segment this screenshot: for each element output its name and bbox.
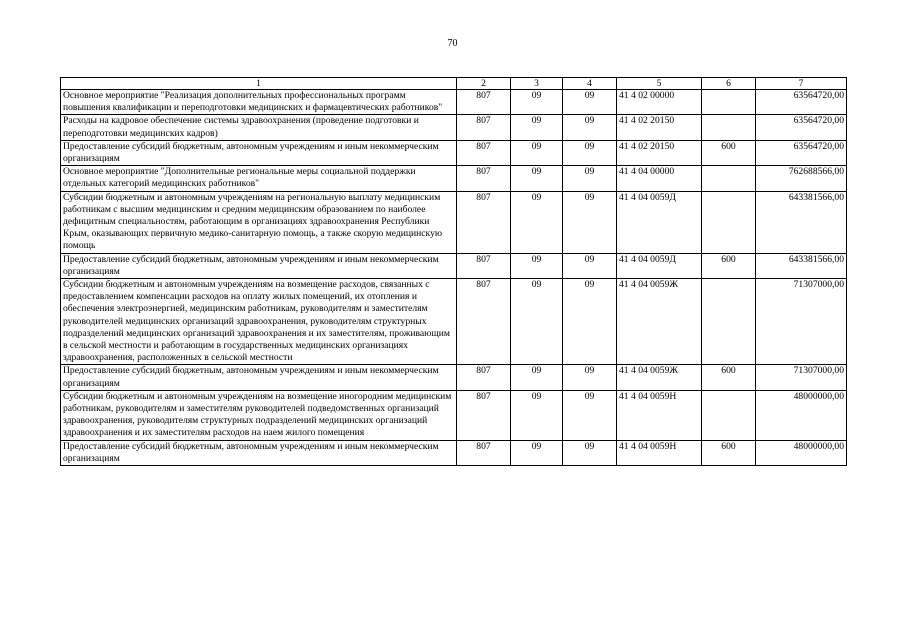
row-gr-code-cell: 807 — [457, 365, 511, 390]
row-name-cell: Предоставление субсидий бюджетным, автономным учреждениям и иным некоммерческим организациям — [61, 365, 457, 390]
row-target-article-cell: 41 4 02 00000 — [617, 90, 702, 115]
row-subsection-cell: 09 — [563, 191, 617, 253]
row-target-article-cell: 41 4 02 20150 — [617, 115, 702, 140]
row-amount-cell: 48000000,00 — [756, 390, 847, 440]
row-expense-type-cell: 600 — [702, 140, 756, 165]
page-number: 70 — [447, 38, 458, 49]
row-expense-type-cell — [702, 90, 756, 115]
row-amount-cell: 71307000,00 — [756, 279, 847, 365]
row-amount-cell: 48000000,00 — [756, 440, 847, 465]
row-name-cell: Субсидии бюджетным и автономным учреждениям на региональную выплату медицинским работникам с высшим медицинским и средним медицинским образованием по наиболее дефицитным специальностям, работающим в организациях здравоохранения Республики Крым, оказывающих первичную медико-санитарную помощь, а также скорую медицинскую помощь — [61, 191, 457, 253]
row-section-cell: 09 — [511, 166, 563, 191]
row-expense-type-cell: 600 — [702, 440, 756, 465]
row-section-cell: 09 — [511, 440, 563, 465]
table-row — [61, 253, 847, 278]
row-name-cell: Основное мероприятие "Реализация дополнительных профессиональных программ повышения квалификации и переподготовки медицинских и фармацевтических работников" — [61, 90, 457, 115]
table-row — [61, 279, 847, 365]
row-amount-cell: 762688566,00 — [756, 166, 847, 191]
row-expense-type-cell — [702, 115, 756, 140]
table-row — [61, 390, 847, 440]
row-expense-type-cell — [702, 166, 756, 191]
row-section-cell: 09 — [511, 115, 563, 140]
table-row — [61, 440, 847, 465]
row-amount-cell: 643381566,00 — [756, 191, 847, 253]
row-section-cell: 09 — [511, 279, 563, 365]
row-gr-code-cell: 807 — [457, 390, 511, 440]
row-gr-code-cell: 807 — [457, 279, 511, 365]
row-amount-cell: 643381566,00 — [756, 253, 847, 278]
row-name-cell: Субсидии бюджетным и автономным учреждениям на возмещение расходов, связанных с предоставлением компенсации расходов на оплату жилых помещений, их отопления и обеспечения электроэнергией, медицинским работникам, руководителям и заместителям руководителей медицинских организаций здравоохранения, руководителям структурных подразделений медицинских организаций здравоохранения и их заместителям, проживающим в сельской местности и работающим в государственных медицинских организациях здравоохранения, расположенных в сельской местности — [61, 279, 457, 365]
row-expense-type-cell — [702, 279, 756, 365]
column-header: 2 — [457, 78, 511, 90]
column-header: 4 — [563, 78, 617, 90]
table-row — [61, 191, 847, 253]
row-section-cell: 09 — [511, 140, 563, 165]
row-section-cell: 09 — [511, 191, 563, 253]
header-row — [61, 78, 847, 90]
row-name-cell: Предоставление субсидий бюджетным, автономным учреждениям и иным некоммерческим организациям — [61, 253, 457, 278]
row-subsection-cell: 09 — [563, 253, 617, 278]
column-header: 6 — [702, 78, 756, 90]
row-expense-type-cell — [702, 191, 756, 253]
row-amount-cell: 71307000,00 — [756, 365, 847, 390]
row-target-article-cell: 41 4 04 0059Д — [617, 253, 702, 278]
row-target-article-cell: 41 4 04 00000 — [617, 166, 702, 191]
row-section-cell: 09 — [511, 90, 563, 115]
row-gr-code-cell: 807 — [457, 90, 511, 115]
table-row — [61, 166, 847, 191]
row-amount-cell: 63564720,00 — [756, 90, 847, 115]
row-target-article-cell: 41 4 04 0059Н — [617, 390, 702, 440]
row-gr-code-cell: 807 — [457, 166, 511, 191]
row-target-article-cell: 41 4 04 0059Ж — [617, 279, 702, 365]
row-name-cell: Основное мероприятие "Дополнительные региональные меры социальной поддержки отдельных категорий медицинских работников" — [61, 166, 457, 191]
row-subsection-cell: 09 — [563, 440, 617, 465]
row-amount-cell: 63564720,00 — [756, 140, 847, 165]
row-expense-type-cell: 600 — [702, 365, 756, 390]
row-subsection-cell: 09 — [563, 140, 617, 165]
row-gr-code-cell: 807 — [457, 440, 511, 465]
row-expense-type-cell: 600 — [702, 253, 756, 278]
row-gr-code-cell: 807 — [457, 140, 511, 165]
table-row — [61, 90, 847, 115]
row-gr-code-cell: 807 — [457, 191, 511, 253]
row-subsection-cell: 09 — [563, 90, 617, 115]
row-gr-code-cell: 807 — [457, 253, 511, 278]
row-section-cell: 09 — [511, 365, 563, 390]
row-target-article-cell: 41 4 04 0059Ж — [617, 365, 702, 390]
row-subsection-cell: 09 — [563, 279, 617, 365]
row-target-article-cell: 41 4 04 0059Н — [617, 440, 702, 465]
budget-table — [60, 77, 847, 466]
column-header: 7 — [756, 78, 847, 90]
row-target-article-cell: 41 4 04 0059Д — [617, 191, 702, 253]
row-name-cell: Субсидии бюджетным и автономным учреждениям на возмещение иногородним медицинским работникам, руководителям и заместителям руководителей подведомственных организаций здравоохранения, руководителям структурных подразделений медицинских организаций здравоохранения и их заместителям расходов на наем жилого помещения — [61, 390, 457, 440]
table-row — [61, 115, 847, 140]
table-row — [61, 365, 847, 390]
row-name-cell: Расходы на кадровое обеспечение системы здравоохранения (проведение подготовки и переподготовки медицинских кадров) — [61, 115, 457, 140]
row-name-cell: Предоставление субсидий бюджетным, автономным учреждениям и иным некоммерческим организациям — [61, 440, 457, 465]
table-row — [61, 140, 847, 165]
row-subsection-cell: 09 — [563, 166, 617, 191]
column-header: 3 — [511, 78, 563, 90]
row-subsection-cell: 09 — [563, 390, 617, 440]
column-header: 5 — [617, 78, 702, 90]
row-section-cell: 09 — [511, 253, 563, 278]
row-amount-cell: 63564720,00 — [756, 115, 847, 140]
row-expense-type-cell — [702, 390, 756, 440]
row-gr-code-cell: 807 — [457, 115, 511, 140]
row-target-article-cell: 41 4 02 20150 — [617, 140, 702, 165]
row-subsection-cell: 09 — [563, 115, 617, 140]
row-subsection-cell: 09 — [563, 365, 617, 390]
row-section-cell: 09 — [511, 390, 563, 440]
row-name-cell: Предоставление субсидий бюджетным, автономным учреждениям и иным некоммерческим организациям — [61, 140, 457, 165]
column-header: 1 — [61, 78, 457, 90]
